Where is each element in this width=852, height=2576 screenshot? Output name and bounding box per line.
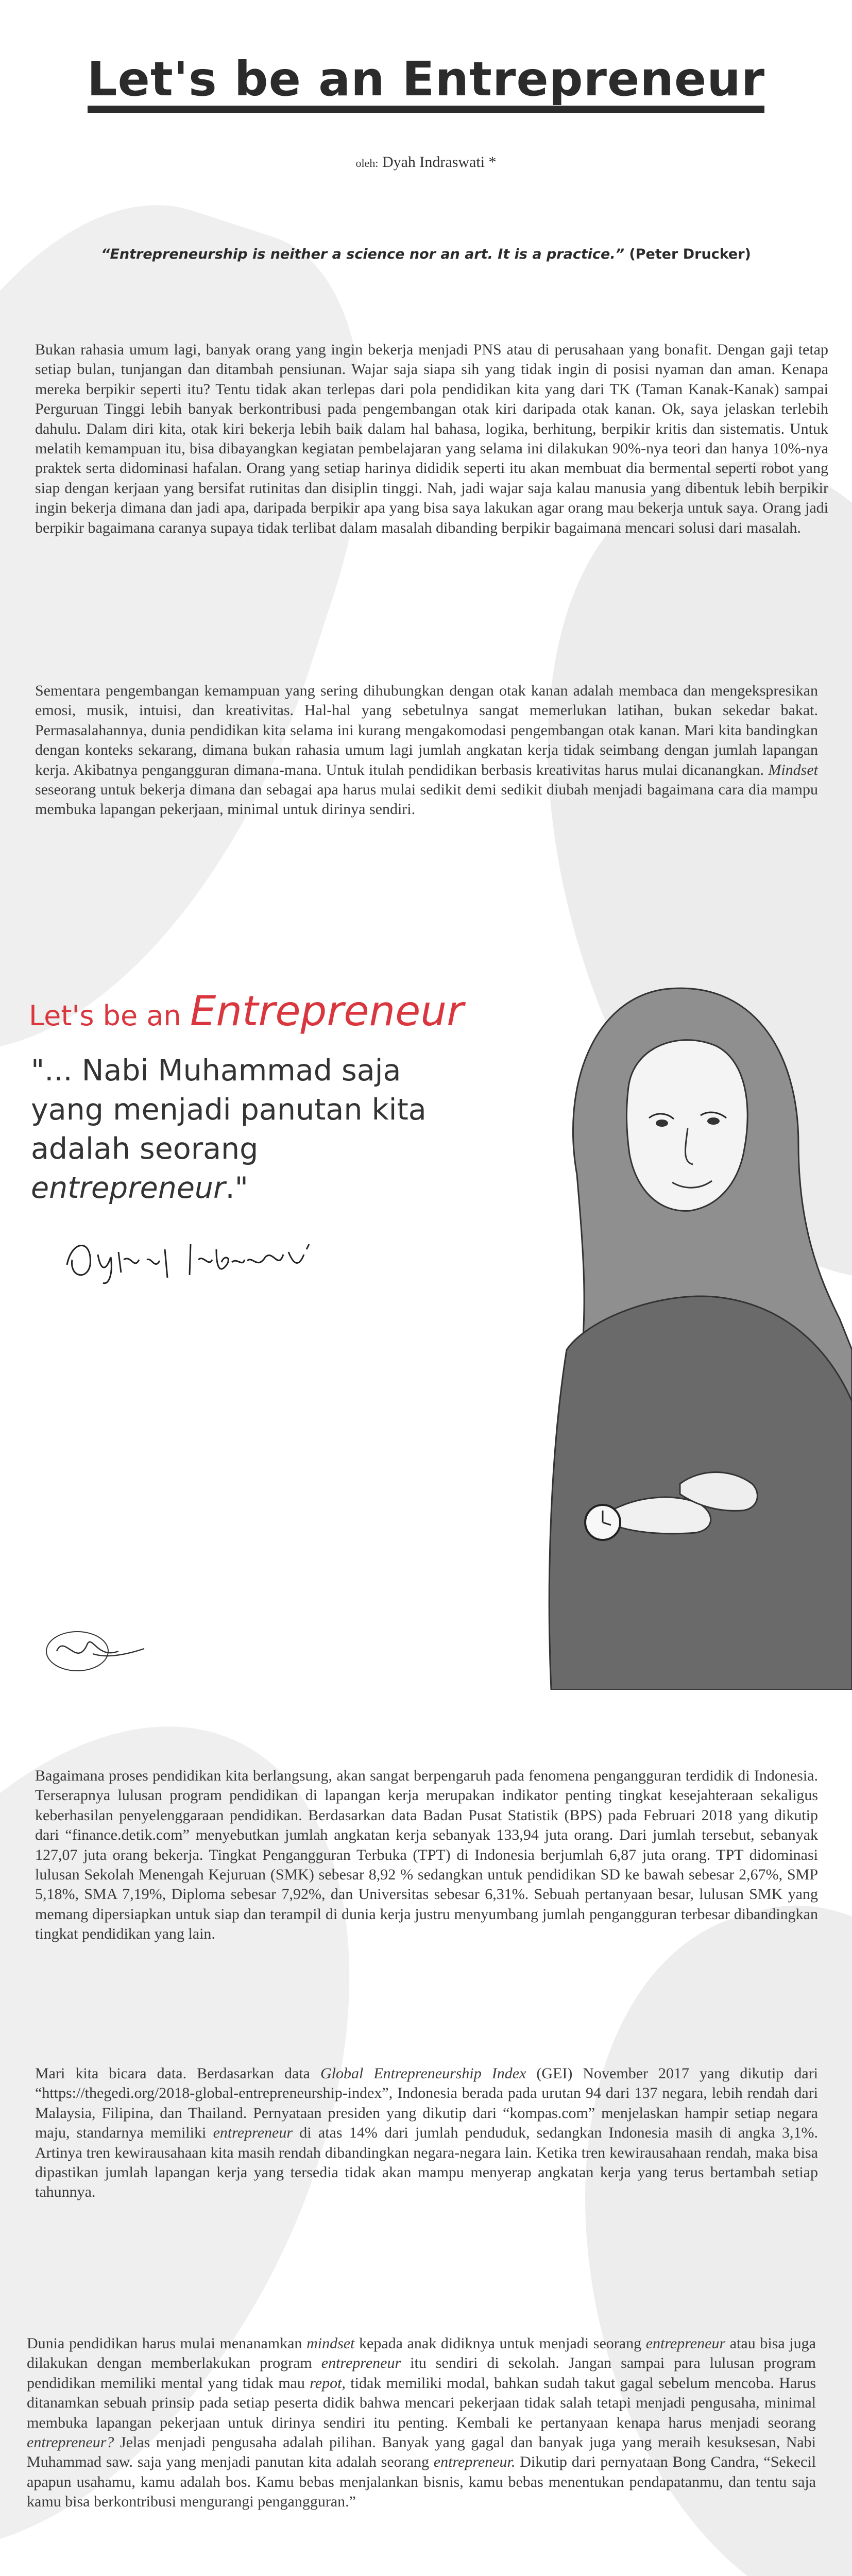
paragraph-5-text: Dikutip dari pernyataan Bong Candra, “Sekecil apapun usahamu, kamu adalah bos. Kamu bebas menjalankan bisnis, kamu bebas menentukan pendapatanmu, dan tentu saja kamu bisa berkontribusi mengurangi pengangguran.” — [27, 2453, 816, 2511]
feature-title-big: Entrepreneur — [190, 987, 464, 1035]
paragraph-2-text: Sementara pengembangan kemampuan yang sering dihubungkan dengan otak kanan adalah membaca dan mengekspresikan emosi, musik, intuisi, dan kreativitas. Hal-hal yang sebetulnya sangat memerlukan latihan, bukan sekedar bakat. Permasalahannya, dunia pendidikan kita selama ini kurang mengakomodasi pengembangan otak kanan. Mari kita bandingkan dengan konteks sekarang, dimana bukan rahasia umum lagi jumlah angkatan kerja tidak seimbang dengan jumlah lapangan kerja. Akibatnya pengangguran dimana-mana. Untuk itulah pendidikan berbasis kreativitas harus mulai dicanangkan. — [35, 682, 818, 778]
paragraph-5-text: Jelas menjadi pengusaha adalah pilihan. Banyak yang gagal dan banyak juga yang meraih kesuksesan, Nabi Muhammad saw. saja yang menjadi panutan kita adalah seorang — [27, 2434, 816, 2471]
feature-quote — [31, 1051, 443, 1208]
paragraph-4-emphasis: Global Entrepreneurship Index — [320, 2065, 526, 2082]
feature-title-small: Let's be an — [29, 999, 181, 1032]
title-underline — [88, 106, 764, 113]
author-portrait-illustration — [510, 958, 852, 1690]
paragraph-5 — [27, 2334, 816, 2512]
feature-quote-emphasis: entrepreneur — [31, 1171, 226, 1205]
author-signature — [62, 1229, 330, 1291]
paragraph-5-text: itu sendiri di sekolah. Jangan sampai para lulusan program pendidikan memiliki mental yang tidak mau — [27, 2354, 816, 2392]
feature-quote-end: ." — [225, 1171, 248, 1205]
quote-source: (Peter Drucker) — [629, 246, 751, 262]
paragraph-4-text: di atas 14% dari jumlah penduduk, sedangkan Indonesia masih di angka 3,1%. Artinya tren kewirausahaan kita masih rendah dibandingkan negara-negara lain. Ketika tren kewirausahaan rendah, maka bisa dipastikan jumlah lapangan kerja yang tersedia tidak akan mampu menyerap angkatan kerja yang terus bertambah setiap tahunnya. — [35, 2124, 818, 2201]
paragraph-1: Bukan rahasia umum lagi, banyak orang yang ingin bekerja menjadi PNS atau di perusahaan yang bonafit. Dengan gaji tetap setiap bulan, tunjangan dan ditambah pensiunan. Wajar saja siapa sih yang tidak ingin di posisi nyaman dan aman. Kenapa mereka berpikir seperti itu? Tentu tidak akan terlepas dari pola pendidikan kita yang dari TK (Taman Kanak-Kanak) sampai Perguruan Tinggi lebih banyak berkontribusi pada pengembangan otak kiri daripada otak kanan. Ok, saya jelaskan terlebih dahulu. Dalam diri kita, otak kiri bekerja lebih baik dalam hal bahasa, logika, berhitung, berpikir kritis dan sistematis. Untuk melatih kemampuan itu, bisa dibayangkan kegiatan pembelajaran yang selama ini dilakukan 90%-nya teori dan hanya 10%-nya praktek serta didominasi hafalan. Orang yang setiap harinya dididik seperti itu akan membuat dia bermental seperti robot yang siap dengan kerjaan yang bersifat rutinitas dan disiplin tinggi. Nah, jadi wajar saja kalau manusia yang dibentuk lebih berpikir ingin bekerja dimana dan jadi apa, daripada berpikir apa yang bisa saya lakukan agar orang mau bekerja untuk saya. Orang jadi berpikir bagaimana caranya supaya tidak terlibat dalam masalah dibanding berpikir bagaimana mencari solusi dari masalah. — [35, 341, 828, 536]
paragraph-2 — [35, 681, 818, 820]
illustrator-signature — [41, 1623, 155, 1680]
paragraph-2-emphasis: Mindset — [768, 761, 818, 778]
paragraph-4-emphasis: entrepreneur — [213, 2124, 293, 2142]
epigraph-quote — [52, 246, 800, 262]
paragraph-2-text: seseorang untuk bekerja dimana dan sebagai apa harus mulai sedikit demi sedikit diubah menjadi bagaimana cara dia mampu membuka lapangan pekerjaan, minimal untuk dirinya sendiri. — [35, 781, 818, 818]
paragraph-5-emphasis: entrepreneur? — [27, 2434, 114, 2451]
quote-text: “Entrepreneurship is neither a science nor an art. It is a practice.” — [101, 246, 624, 262]
paragraph-3: Bagaimana proses pendidikan kita berlangsung, akan sangat berpengaruh pada fenomena pengangguran terdidik di Indonesia. Terserapnya lulusan program pendidikan di lapangan kerja merupakan indikator penting tingkat kesejahteraan sekaligus keberhasilan penyelenggaraan pendidikan. Berdasarkan data Badan Pusat Statistik (BPS) pada Februari 2018 yang dikutip dari “finance.detik.com” menyebutkan jumlah angkatan kerja sebanyak 133,94 juta orang. Dari jumlah tersebut, sebanyak 127,07 juta orang bekerja. Tingkat Pengangguran Terbuka (TPT) di Indonesia berjumlah 6,87 juta orang. TPT didominasi lulusan Sekolah Menengah Kejuruan (SMK) sebesar 8,92 % sedangkan untuk pendidikan SD ke bawah sebesar 2,67%, SMP 5,18%, SMA 7,19%, Diploma sebesar 7,92%, dan Universitas sebesar 6,31%. Sebuah pertanyaan besar, lulusan SMK yang memang dipersiapkan untuk siap dan terampil di dunia kerja justru menyumbang jumlah pengangguran terbesar dibandingkan tingkat pendidikan yang lain. — [35, 1767, 818, 1943]
paragraph-5-emphasis: mindset — [306, 2335, 355, 2352]
paragraph-5-emphasis: entrepreneur — [321, 2354, 401, 2372]
feature-title — [29, 987, 464, 1035]
author-line — [0, 154, 852, 171]
paragraph-4 — [35, 2064, 818, 2202]
paragraph-5-emphasis: entrepreneur. — [433, 2453, 516, 2471]
paragraph-5-emphasis: entrepreneur — [645, 2335, 726, 2352]
author-prefix: oleh: — [355, 157, 379, 170]
paragraph-5-text: tidak memiliki modal, bahkan sudah takut gagal sebelum mencoba. Harus ditanamkan sebuah prinsip pada setiap peserta didik bahwa mencari pekerjaan tidak salah tetapi menjadi pengusaha, minimal membuka lapangan pekerjaan untuk dirinya sendiri itu penting. Kembali ke pertanyaan kenapa harus menjadi seorang — [27, 2374, 816, 2431]
paragraph-5-text: atau bisa juga dilakukan dengan memberlakukan program — [27, 2335, 816, 2372]
paragraph-5-text: kepada anak didiknya untuk menjadi seorang — [359, 2335, 642, 2352]
author-name: Dyah Indraswati * — [382, 154, 497, 171]
paragraph-4-text: (GEI) November 2017 yang dikutip dari “https://thegedi.org/2018-global-entrepreneurship-index”, Indonesia berada pada urutan 94 dari 137 negara, lebih rendah dari Malaysia, Filipina, dan Thailand. Pernyataan presiden yang dikutip dari “kompas.com” menjelaskan hampir setiap negara maju, standarnya memiliki — [35, 2065, 818, 2142]
page-title: Let's be an Entrepreneur — [87, 52, 765, 107]
paragraph-5-emphasis: repot, — [310, 2374, 346, 2392]
feature-quote-text: "... Nabi Muhammad saja yang menjadi panutan kita adalah seorang — [31, 1054, 427, 1166]
paragraph-5-text: Dunia pendidikan harus mulai menanamkan — [27, 2335, 302, 2352]
paragraph-4-text: Mari kita bicara data. Berdasarkan data — [35, 2065, 310, 2082]
